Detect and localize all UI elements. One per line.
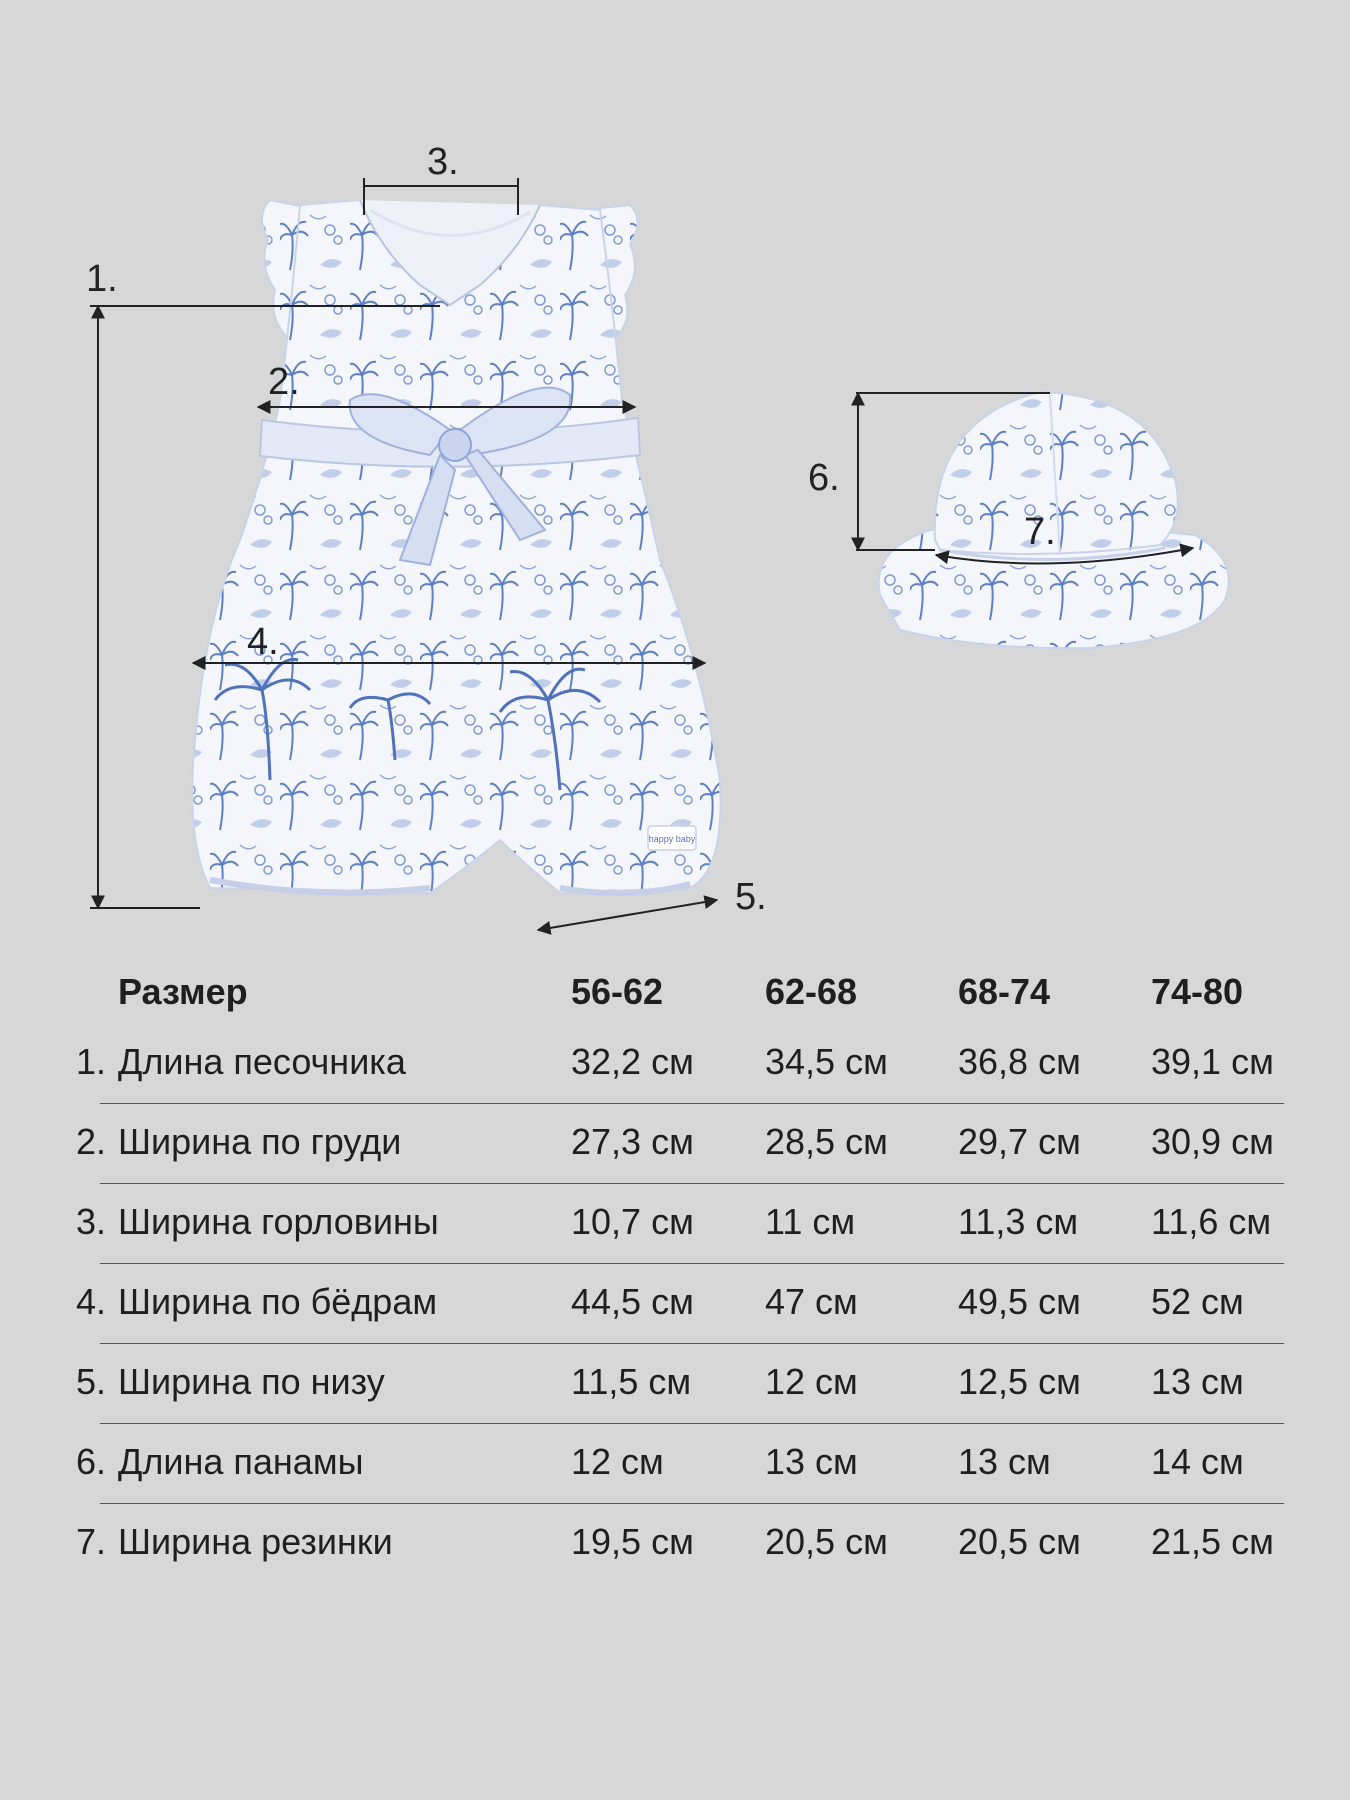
row-value: 39,1 см bbox=[1151, 1041, 1274, 1082]
measure-label-1: 1. bbox=[86, 258, 118, 300]
row-divider bbox=[100, 1343, 1284, 1344]
table-row bbox=[0, 1522, 1350, 1602]
row-value: 11,5 см bbox=[571, 1361, 692, 1402]
row-value: 13 см bbox=[958, 1441, 1051, 1482]
row-divider bbox=[100, 1423, 1284, 1424]
measure-label-4: 4. bbox=[247, 621, 279, 663]
row-value: 10,7 см bbox=[571, 1201, 694, 1242]
row-divider bbox=[100, 1503, 1284, 1504]
table-header bbox=[0, 972, 1350, 1052]
row-label: Длина панамы bbox=[118, 1441, 364, 1482]
table-row bbox=[0, 1122, 1350, 1202]
row-value: 34,5 см bbox=[765, 1041, 888, 1082]
header-size-1: 56-62 bbox=[571, 971, 664, 1012]
table-row bbox=[0, 1282, 1350, 1362]
row-label: Ширина горловины bbox=[118, 1201, 439, 1242]
row-number: 5. bbox=[75, 1361, 106, 1402]
row-value: 49,5 см bbox=[958, 1281, 1081, 1322]
row-value: 14 см bbox=[1151, 1441, 1244, 1482]
row-value: 19,5 см bbox=[571, 1521, 694, 1562]
row-value: 20,5 см bbox=[958, 1521, 1081, 1562]
measure-label-5: 5. bbox=[735, 876, 767, 918]
header-size-3: 68-74 bbox=[958, 971, 1051, 1012]
romper-image bbox=[192, 200, 720, 893]
row-divider bbox=[100, 1263, 1284, 1264]
table-row bbox=[0, 1362, 1350, 1442]
table-row bbox=[0, 1442, 1350, 1522]
row-value: 11 см bbox=[765, 1201, 856, 1242]
row-value: 11,3 см bbox=[958, 1201, 1079, 1242]
row-label: Ширина по груди bbox=[118, 1121, 402, 1162]
table-row bbox=[0, 1202, 1350, 1282]
row-value: 12,5 см bbox=[958, 1361, 1081, 1402]
measure-label-3: 3. bbox=[427, 141, 459, 183]
row-number: 2. bbox=[75, 1121, 106, 1162]
row-value: 52 см bbox=[1151, 1281, 1244, 1322]
row-value: 28,5 см bbox=[765, 1121, 888, 1162]
row-value: 13 см bbox=[765, 1441, 858, 1482]
row-number: 6. bbox=[75, 1441, 106, 1482]
header-size-label: Размер bbox=[118, 971, 248, 1012]
row-value: 20,5 см bbox=[765, 1521, 888, 1562]
measure-label-7: 7. bbox=[1024, 511, 1056, 553]
row-label: Ширина по бёдрам bbox=[118, 1281, 438, 1322]
row-value: 12 см bbox=[571, 1441, 664, 1482]
row-divider bbox=[100, 1103, 1284, 1104]
row-number: 1. bbox=[75, 1041, 106, 1082]
header-size-2: 62-68 bbox=[765, 971, 858, 1012]
row-divider bbox=[100, 1183, 1284, 1184]
row-label: Ширина по низу bbox=[118, 1361, 385, 1402]
row-number: 7. bbox=[75, 1521, 106, 1562]
row-label: Длина песочника bbox=[118, 1041, 406, 1082]
row-value: 11,6 см bbox=[1151, 1201, 1272, 1242]
table-row bbox=[0, 1042, 1350, 1122]
measure-label-6: 6. bbox=[808, 457, 840, 499]
row-value: 21,5 см bbox=[1151, 1521, 1274, 1562]
measure-label-2: 2. bbox=[268, 361, 300, 403]
row-number: 3. bbox=[75, 1201, 106, 1242]
row-value: 27,3 см bbox=[571, 1121, 694, 1162]
row-value: 36,8 см bbox=[958, 1041, 1081, 1082]
row-value: 32,2 см bbox=[571, 1041, 694, 1082]
row-value: 30,9 см bbox=[1151, 1121, 1274, 1162]
arrow-5 bbox=[538, 900, 717, 930]
header-size-4: 74-80 bbox=[1151, 971, 1244, 1012]
row-value: 47 см bbox=[765, 1281, 858, 1322]
row-value: 13 см bbox=[1151, 1361, 1244, 1402]
row-value: 29,7 см bbox=[958, 1121, 1081, 1162]
row-value: 12 см bbox=[765, 1361, 858, 1402]
row-number: 4. bbox=[75, 1281, 106, 1322]
row-value: 44,5 см bbox=[571, 1281, 694, 1322]
romper-tag: happy baby bbox=[648, 834, 696, 844]
row-label: Ширина резинки bbox=[118, 1521, 393, 1562]
